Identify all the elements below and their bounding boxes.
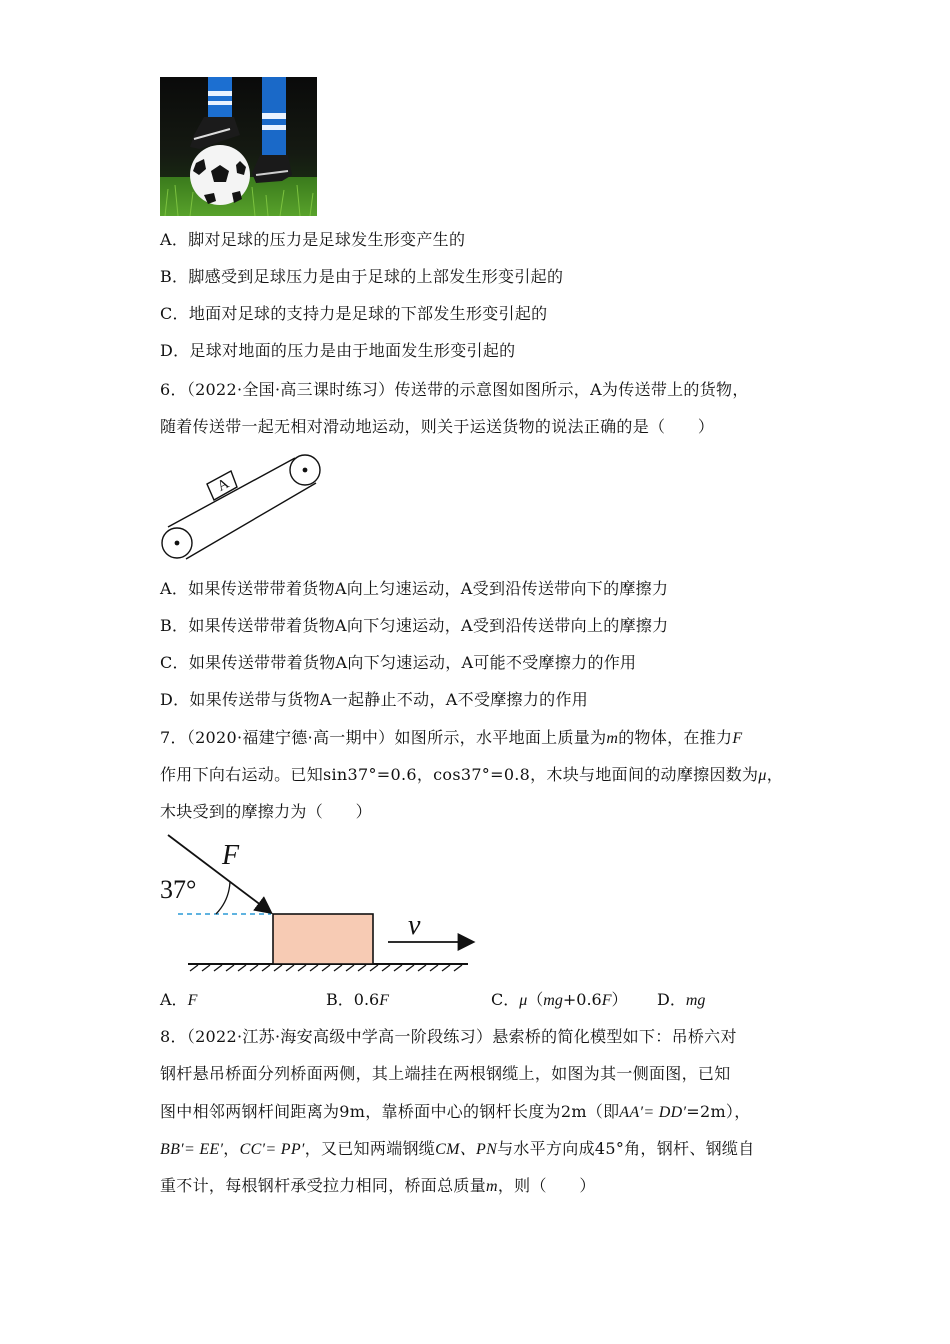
football-photo <box>160 77 317 216</box>
q6-stem-line-2: 随着传送带一起无相对滑动地运动，则关于运送货物的说法正确的是（ ） <box>160 417 715 436</box>
q8-stem-line-2: 钢杆悬吊桥面分列桥面两侧，其上端挂在两根钢缆上，如图为其一侧面图，已知 <box>160 1064 731 1083</box>
q7-option-a: A．F <box>160 990 198 1009</box>
block-force-diagram <box>158 830 482 972</box>
q5-option-a: A．脚对足球的压力是足球发生形变产生的 <box>160 230 466 249</box>
q7-option-b: B．0.6F <box>326 990 389 1009</box>
q7-options <box>160 988 780 1012</box>
q5-option-b: B．脚感受到足球压力是由于足球的上部发生形变引起的 <box>160 267 564 286</box>
q6-option-b: B．如果传送带带着货物A向下匀速运动，A受到沿传送带向上的摩擦力 <box>160 616 669 635</box>
q6-option-d: D．如果传送带与货物A一起静止不动，A不受摩擦力的作用 <box>160 690 589 709</box>
q8-stem-line-1: 8．（2022·江苏·海安高级中学高一阶段练习）悬索桥的简化模型如下：吊桥六对 <box>160 1027 737 1046</box>
cargo-label: A <box>214 475 232 495</box>
q6-option-c: C．如果传送带带着货物A向下匀速运动，A可能不受摩擦力的作用 <box>160 653 637 672</box>
q7-option-d: D．mg <box>657 990 706 1009</box>
q8-stem-line-4: BB′= EE′，CC′= PP′，又已知两端钢缆CM、PN与水平方向成45°角，钢杆、钢缆自 <box>160 1139 755 1158</box>
q7-stem-line-3: 木块受到的摩擦力为（ ） <box>160 802 372 821</box>
q6-stem-line-1: 6．（2022·全国·高三课时练习）传送带的示意图如图所示，A为传送带上的货物， <box>160 380 749 399</box>
velocity-label: v <box>408 910 421 941</box>
q8-stem-line-3: 图中相邻两钢杆间距离为9m，靠桥面中心的钢杆长度为2m（即AA′= DD′=2m）， <box>160 1102 751 1121</box>
q7-stem-line-2: 作用下向右运动。已知sin37°=0.6，cos37°=0.8，木块与地面间的动摩擦因数为μ， <box>160 765 784 784</box>
force-label: F <box>222 840 240 871</box>
q8-stem-line-5: 重不计，每根钢杆承受拉力相同，桥面总质量m，则（ ） <box>160 1176 596 1195</box>
q7-stem-line-1: 7．（2020·福建宁德·高一期中）如图所示，水平地面上质量为m的物体，在推力F <box>160 728 743 747</box>
angle-label: 37° <box>160 875 197 904</box>
q7-option-c: C．μ（mg+0.6F） <box>491 990 628 1009</box>
conveyor-belt-diagram <box>158 452 324 562</box>
q5-option-c: C．地面对足球的支持力是足球的下部发生形变引起的 <box>160 304 548 323</box>
q6-option-a: A．如果传送带带着货物A向上匀速运动，A受到沿传送带向下的摩擦力 <box>160 579 669 598</box>
q5-option-d: D．足球对地面的压力是由于地面发生形变引起的 <box>160 341 516 360</box>
